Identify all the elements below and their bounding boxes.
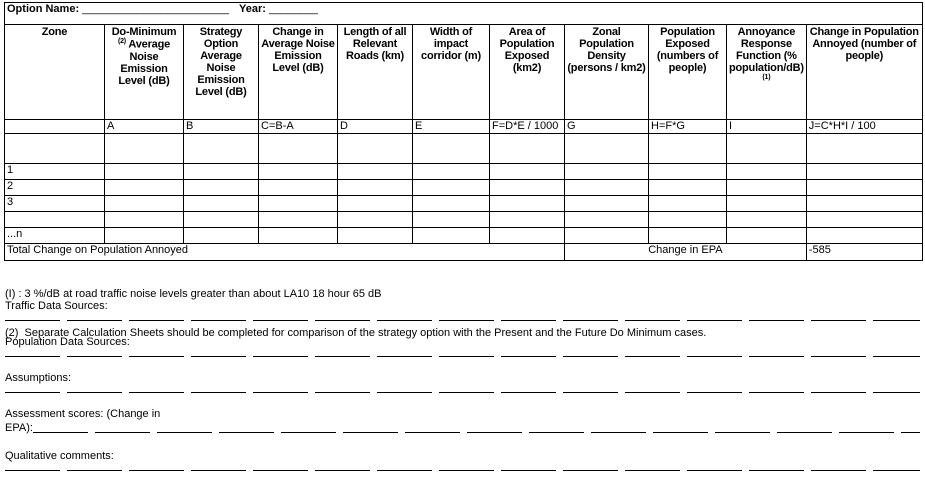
form-section [5,335,920,357]
data-sources-sections [5,299,920,477]
column-header [413,25,490,120]
empty-cell [806,164,922,180]
empty-cell [806,212,922,228]
formula-cell: E [413,120,490,134]
fill-in-line [5,470,920,471]
formula-cell: B [184,120,259,134]
empty-cell [5,134,105,164]
empty-cell [105,212,184,228]
text-span: Strategy Option Average Noise Emission Level (dB) [195,26,247,98]
empty-cell [649,180,727,196]
text-span: (2) [117,38,126,45]
text-span: (1) [762,74,771,81]
column-header [806,25,922,120]
zone-row-2 [5,180,923,196]
empty-cell [490,180,565,196]
formula-cell: C=B-A [259,120,338,134]
empty-cell [413,180,490,196]
empty-cell [105,134,184,164]
section-label: Population Data Sources: [5,336,130,348]
empty-cell [413,212,490,228]
empty-cell [649,164,727,180]
empty-cell [806,228,922,244]
formula-row [5,120,923,134]
total-row [5,244,923,261]
zone-label-cell: 3 [5,196,105,212]
column-header [184,25,259,120]
form-section [5,371,920,393]
formula-cell: A [105,120,184,134]
empty-cell [105,196,184,212]
empty-row [5,134,923,164]
empty-cell [806,134,922,164]
empty-cell [806,180,922,196]
total-label-cell: Total Change on Population Annoyed [5,244,565,261]
empty-cell [184,196,259,212]
empty-cell [259,196,338,212]
fill-in-line [5,356,920,357]
empty-cell [338,134,413,164]
empty-cell [105,164,184,180]
empty-cell [649,228,727,244]
text-span: Option Name: [7,3,83,15]
zone-label-cell: 2 [5,180,105,196]
empty-cell [727,180,807,196]
form-section [5,407,920,435]
text-span: Do-Minimum [111,26,177,38]
empty-cell [565,164,649,180]
empty-cell [413,228,490,244]
empty-cell [490,134,565,164]
formula-cell: H=F*G [649,120,727,134]
section-inline-row [5,421,920,435]
section-label: Assessment scores: (Change in [5,408,161,420]
empty-cell [259,212,338,228]
empty-cell [649,212,727,228]
formula-cell: D [338,120,413,134]
empty-cell [105,228,184,244]
zone-row-1 [5,164,923,180]
empty-cell [727,196,807,212]
empty-cell [184,164,259,180]
text-span: Average Noise Emission Level (dB) [118,38,171,87]
empty-row [5,212,923,228]
change-in-epa-cell: Change in EPA [565,244,807,261]
empty-cell [490,164,565,180]
column-header [259,25,338,120]
empty-cell [565,196,649,212]
text-span: Zonal Population Density (persons / km2) [567,26,646,74]
empty-cell [338,164,413,180]
form-section [5,449,920,471]
formula-cell: J=C*H*I / 100 [806,120,922,134]
empty-cell [490,228,565,244]
empty-cell [727,212,807,228]
empty-cell [490,212,565,228]
empty-cell [259,180,338,196]
fill-in-line [33,432,920,433]
section-label: Assumptions: [5,372,72,384]
empty-cell [338,212,413,228]
empty-cell [184,228,259,244]
text-span: Annoyance Response Function (% population/dB) [729,26,804,74]
empty-cell [727,134,807,164]
text-span: Change in Population Annoyed (number of people) [809,26,919,62]
text-span: Width of impact corridor (m) [421,26,481,62]
empty-cell [649,134,727,164]
option-name-cell [5,3,923,25]
column-header [565,25,649,120]
column-header [490,25,565,120]
noise-calculation-table [4,2,923,261]
text-span: Area of Population Exposed (km2) [499,26,555,74]
text-span: ________________________ [82,3,229,15]
form-section [5,299,920,321]
formula-cell: F=D*E / 1000 [490,120,565,134]
empty-cell [259,164,338,180]
text-span: Change in Average Noise Emission Level (dB) [261,26,335,74]
empty-cell [5,120,105,134]
text-span: Year: [239,3,269,15]
zone-row-3 [5,196,923,212]
empty-cell [413,196,490,212]
text-span: Length of all Relevant Roads (km) [343,26,407,62]
footnote-2: (2) Separate Calculation Sheets should be completed for comparison of the strategy option with the Present and the Future Do Minimum cases. [5,327,707,339]
column-header [727,25,807,120]
section-label: Traffic Data Sources: [5,300,108,312]
empty-cell [565,134,649,164]
empty-cell [413,164,490,180]
empty-cell [338,228,413,244]
section-label-line2: EPA): [5,422,33,434]
zone-label-cell: 1 [5,164,105,180]
option-name-row [5,3,923,25]
column-header [338,25,413,120]
empty-cell [105,180,184,196]
formula-cell: I [727,120,807,134]
zone-label-cell: ...n [5,228,105,244]
empty-cell [413,134,490,164]
fill-in-line [5,320,920,321]
text-span: ________ [268,3,318,15]
column-header [5,25,105,120]
column-header [105,25,184,120]
column-header [649,25,727,120]
empty-cell [649,196,727,212]
empty-cell [727,228,807,244]
empty-cell [259,134,338,164]
zone-row-n [5,228,923,244]
empty-cell [565,212,649,228]
empty-cell [565,180,649,196]
empty-cell [259,228,338,244]
empty-cell [806,196,922,212]
text-span: Population Exposed (numbers of people) [656,26,719,74]
empty-cell [338,196,413,212]
text-span: Zone [41,26,68,38]
empty-cell [184,180,259,196]
column-header-row [5,25,923,120]
empty-cell [565,228,649,244]
empty-cell [338,180,413,196]
empty-cell [184,212,259,228]
section-label: Qualitative comments: [5,450,114,462]
fill-in-line [5,392,920,393]
empty-cell [727,164,807,180]
empty-cell [490,196,565,212]
empty-cell [184,134,259,164]
epa-value-cell: -585 [806,244,922,261]
formula-cell: G [565,120,649,134]
footnote-1: (I) : 3 %/dB at road traffic noise levels greater than about LA10 18 hour 65 dB [5,288,382,300]
empty-cell [5,212,105,228]
